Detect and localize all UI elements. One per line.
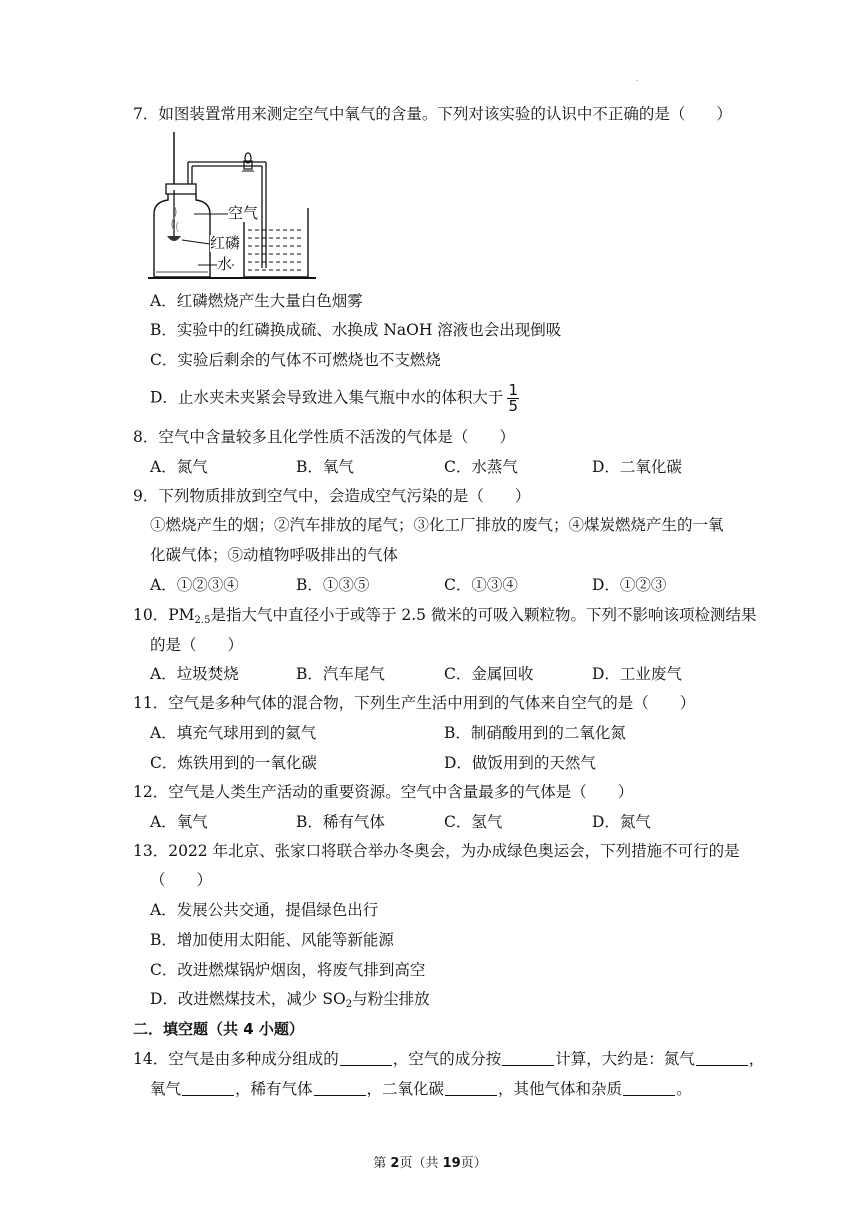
blank-3[interactable]	[696, 1051, 748, 1066]
q8-stem: 8．空气中含量较多且化学性质不活泼的气体是（ ）	[133, 428, 515, 446]
blank-1[interactable]	[340, 1051, 392, 1066]
blank-2[interactable]	[502, 1051, 554, 1066]
label-air: 空气	[228, 204, 259, 222]
q10-line2: 的是（ ）	[150, 636, 244, 654]
blank-4[interactable]	[182, 1081, 234, 1096]
q8-option-d: D．二氧化碳	[592, 458, 682, 476]
section-heading: 二．填空题（共 4 小题）	[133, 1020, 304, 1038]
q11-option-a: A．填充气球用到的氦气	[150, 724, 317, 742]
q7-option-a: A．红磷燃烧产生大量白色烟雾	[150, 292, 363, 310]
q10-option-b: B．汽车尾气	[296, 665, 385, 683]
fraction-one-fifth: $\frac{1}{5}$	[508, 381, 518, 415]
q14-line1: 14．空气是由多种成分组成的 ，空气的成分按 计算，大约是：氮气 ，	[133, 1050, 765, 1068]
q7-option-c: C．实验后剩余的气体不可燃烧也不支燃烧	[150, 351, 441, 369]
q12-option-b: B．稀有气体	[296, 813, 385, 831]
q7-stem: 7．如图装置常用来测定空气中氧气的含量。下列对该实验的认识中不正确的是（ ）	[133, 105, 732, 123]
q11-option-d: D．做饭用到的天然气	[444, 754, 596, 772]
q13-option-d: D．改进燃煤技术，减少 $SO_2$与粉尘排放	[150, 990, 430, 1010]
blank-7[interactable]	[623, 1081, 675, 1096]
q8-option-a: A．氮气	[150, 458, 208, 476]
q14-line2: 氧气 ，稀有气体 ，二氧化碳 ，其他气体和杂质 。	[150, 1080, 692, 1098]
blank-6[interactable]	[445, 1081, 497, 1096]
page-footer: 第 2页（共 19页）	[373, 1156, 487, 1171]
q11-stem: 11．空气是多种气体的混合物，下列生产生活中用到的气体来自空气的是（ ）	[133, 694, 696, 712]
q13-option-b: B．增加使用太阳能、风能等新能源	[150, 931, 394, 949]
q8-option-b: B．氧气	[296, 458, 354, 476]
q10-option-d: D．工业废气	[592, 665, 682, 683]
blank-5[interactable]	[314, 1081, 366, 1096]
q8-option-c: C．水蒸气	[444, 458, 518, 476]
q10-option-c: C．金属回收	[444, 665, 534, 683]
label-red-phosphorus: 红磷	[210, 234, 241, 252]
label-water: 水	[217, 255, 233, 273]
q13-stem: 13．2022 年北京、张家口将联合举办冬奥会，为办成绿色奥运会，下列措施不可行的是	[133, 842, 740, 860]
q7-option-d: D．止水夹未夹紧会导致进入集气瓶中水的体积大于 $\frac{1}{5}$	[150, 381, 518, 415]
q11-option-c: C．炼铁用到的一氧化碳	[150, 754, 317, 772]
q10-stem: 10．$PM_{2.5}$是指大气中直径小于或等于 2.5 微米的可吸入颗粒物。下列不影响该项检测结果	[133, 606, 757, 626]
q7-option-b: B．实验中的红磷换成硫、水换成 NaOH 溶液也会出现倒吸	[150, 321, 562, 339]
q13-line2: （ ）	[150, 871, 213, 889]
q9-option-b: B．①③⑤	[296, 576, 370, 594]
q9-line3: 化碳气体；⑤动植物呼吸排出的气体	[150, 546, 399, 564]
q11-option-b: B．制硝酸用到的二氧化氮	[444, 724, 626, 742]
q9-option-d: D．①②③	[592, 576, 667, 594]
page-dot: .	[636, 74, 639, 83]
q9-option-c: C．①③④	[444, 576, 518, 594]
q9-line2: ①燃烧产生的烟；②汽车排放的尾气；③化工厂排放的废气；④煤炭燃烧产生的一氧	[150, 516, 724, 534]
q13-option-c: C．改进燃煤锅炉烟囱，将废气排到高空	[150, 961, 426, 979]
q12-option-d: D．氮气	[592, 813, 651, 831]
q12-stem: 12．空气是人类生产活动的重要资源。空气中含量最多的气体是（ ）	[133, 783, 634, 801]
q10-option-a: A．垃圾焚烧	[150, 665, 239, 683]
q9-stem: 9．下列物质排放到空气中，会造成空气污染的是（ ）	[133, 487, 531, 505]
q9-option-a: A．①②③④	[150, 576, 239, 594]
water-dashes	[248, 230, 304, 270]
q13-option-a: A．发展公共交通，提倡绿色出行	[150, 901, 379, 919]
q12-option-a: A．氧气	[150, 813, 208, 831]
q12-option-c: C．氢气	[444, 813, 503, 831]
